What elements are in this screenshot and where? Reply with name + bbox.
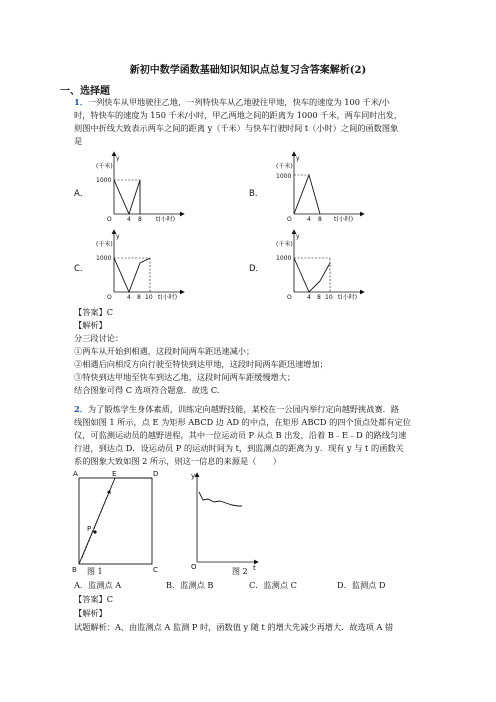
fig2-origin: O [191,563,197,571]
graph-c-y-label: y [116,233,120,240]
graph-b-origin: O [287,216,292,223]
q2-line-1 [74,403,399,416]
graph-d-t4: 4 [307,294,311,300]
q1-line-4: 是 [74,136,83,146]
q1-analysis-1: 分三段讨论： [74,333,124,343]
graph-d-t8: 8 [317,294,321,300]
graph-d-ytick: 1000 [276,255,292,262]
q2-option-d: D．监测点 D [337,580,386,590]
q1-answer: 【答案】C [74,307,114,317]
fig1-label-a: A [73,470,78,478]
graph-a-t8: 8 [138,216,142,223]
q2-analysis-label: 【解析】 [74,608,107,618]
graph-b-tlabel: t(小时) [334,216,354,223]
fig1-label-d: D [153,470,159,478]
q1-line-2: 时，特快车的速度为 150 千米/小时，甲乙两地之间的距离为 1000 千米，两车同时出发， [74,110,403,120]
q1-graph-b [276,152,364,223]
q1-analysis-2: ①两车从开始到相遇，这段时间两车距迅速减小； [74,346,255,356]
fig2-t-label: t [253,564,256,572]
q2-line-2: 线图如图 1 所示，点 E 为矩形 ABCD 边 AD 的中点，在矩形 ABCD 的四个顶点处都有定位 [74,417,411,427]
q1-option-a-label: A． [74,189,89,199]
fig2-y-label: y [191,472,196,480]
q1-option-b-label: B． [249,189,264,199]
q1-analysis-label: 【解析】 [74,320,107,330]
graph-c-t8: 8 [137,294,141,300]
graph-c-t4: 4 [127,294,131,300]
document-title: 新初中数学函数基础知识知识点总复习含答案解析(2) [129,65,367,76]
q1-analysis-5: 结合图象可得 C 选项符合题意．故选 C. [74,385,220,395]
q1-line-1 [74,96,390,109]
q2-line-5: 系的图象大致如图 2 所示，则这一信息的来源是（ ） [74,456,281,466]
fig1-label-p: P [87,525,92,533]
q2-number: 2． [74,404,88,414]
q1-graphs [74,150,434,300]
q2-figure-2 [191,472,258,572]
q2-text-1: 为了锻炼学生身体素质，训练定向越野技能，某校在一公园内举行定向越野挑战赛．路 [87,404,400,414]
q1-graph-d [276,230,364,300]
graph-c-ytick: 1000 [96,255,112,262]
graph-d-tlabel: t(小时) [338,294,358,300]
q2-answer: 【答案】C [74,594,114,604]
graph-a-t4: 4 [127,216,131,223]
graph-d-t10: 10 [325,294,333,300]
q1-option-c-label: C． [74,264,89,274]
graph-c-t10: 10 [145,294,153,300]
fig1-label-e: E [112,470,117,478]
q2-option-b: B．监测点 B [166,580,214,590]
graph-a-origin: O [107,216,112,223]
graph-b-ytick: 1000 [276,173,292,180]
q1-number: 1． [74,97,88,107]
graph-d-origin: O [287,294,292,300]
q1-analysis-3: ②相遇后向相反方向行驶至特快到达甲地，这段时间两车距迅速增加； [74,359,328,369]
graph-a-unit: (千米) [96,163,113,170]
q1-analysis-4: ③特快到达甲地至快车到达乙地，这段时间两车距缓慢增大； [74,372,296,382]
graph-b-y-label: y [296,155,300,162]
graph-d-y-label: y [296,233,300,240]
q2-option-a: A．监测点 A [74,580,122,590]
q2-figure-1 [72,470,158,574]
graph-a-ytick: 1000 [96,177,112,184]
q2-line-4: 行进，到达点 D．设运动员 P 的运动时间为 t，到监测点的距离为 y．现有 y 与 t 的函数关 [74,443,404,453]
graph-c-unit: (千米) [96,241,113,248]
q2-analysis-text: 试题解析：A、由监测点 A 监测 P 时，函数值 y 随 t 的增大先减少再增大．故选项 A 错 [74,622,394,632]
graph-b-unit: (千米) [276,163,293,170]
q2-figures [70,468,270,576]
graph-a-y-label: y [116,155,120,162]
fig1-label-b: B [72,566,77,574]
fig1-caption: 图 1 [87,567,103,576]
section-heading: 一、选择题 [60,86,110,97]
graph-c-origin: O [107,294,112,300]
q1-line-3: 则图中折线大致表示两车之间的距离 y（千米）与快车行驶时间 t（小时）之间的函数图象 [74,123,399,133]
q2-option-c: C．监测点 C [249,580,297,590]
graph-c-tlabel: t(小时) [158,294,178,300]
fig1-label-c: C [153,566,158,574]
q1-option-d-label: D． [249,264,265,274]
fig2-caption: 图 2 [232,567,248,576]
graph-d-unit: (千米) [276,241,293,248]
graph-a-tlabel: t(小时) [156,216,176,223]
q1-graph-c [96,230,184,300]
q2-line-3: 仪，可监测运动员的越野进程，其中一位运动员 P 从点 B 出发，沿着 B﹣E﹣D 的路线匀速 [74,430,407,440]
q1-graph-a [96,152,184,223]
q1-text-1: 一列快车从甲地驶往乙地，一列特快车从乙地驶往甲地，快车的速度为 100 千米/小 [87,97,390,107]
graph-b-t8: 8 [318,216,322,223]
graph-b-t4: 4 [307,216,311,223]
